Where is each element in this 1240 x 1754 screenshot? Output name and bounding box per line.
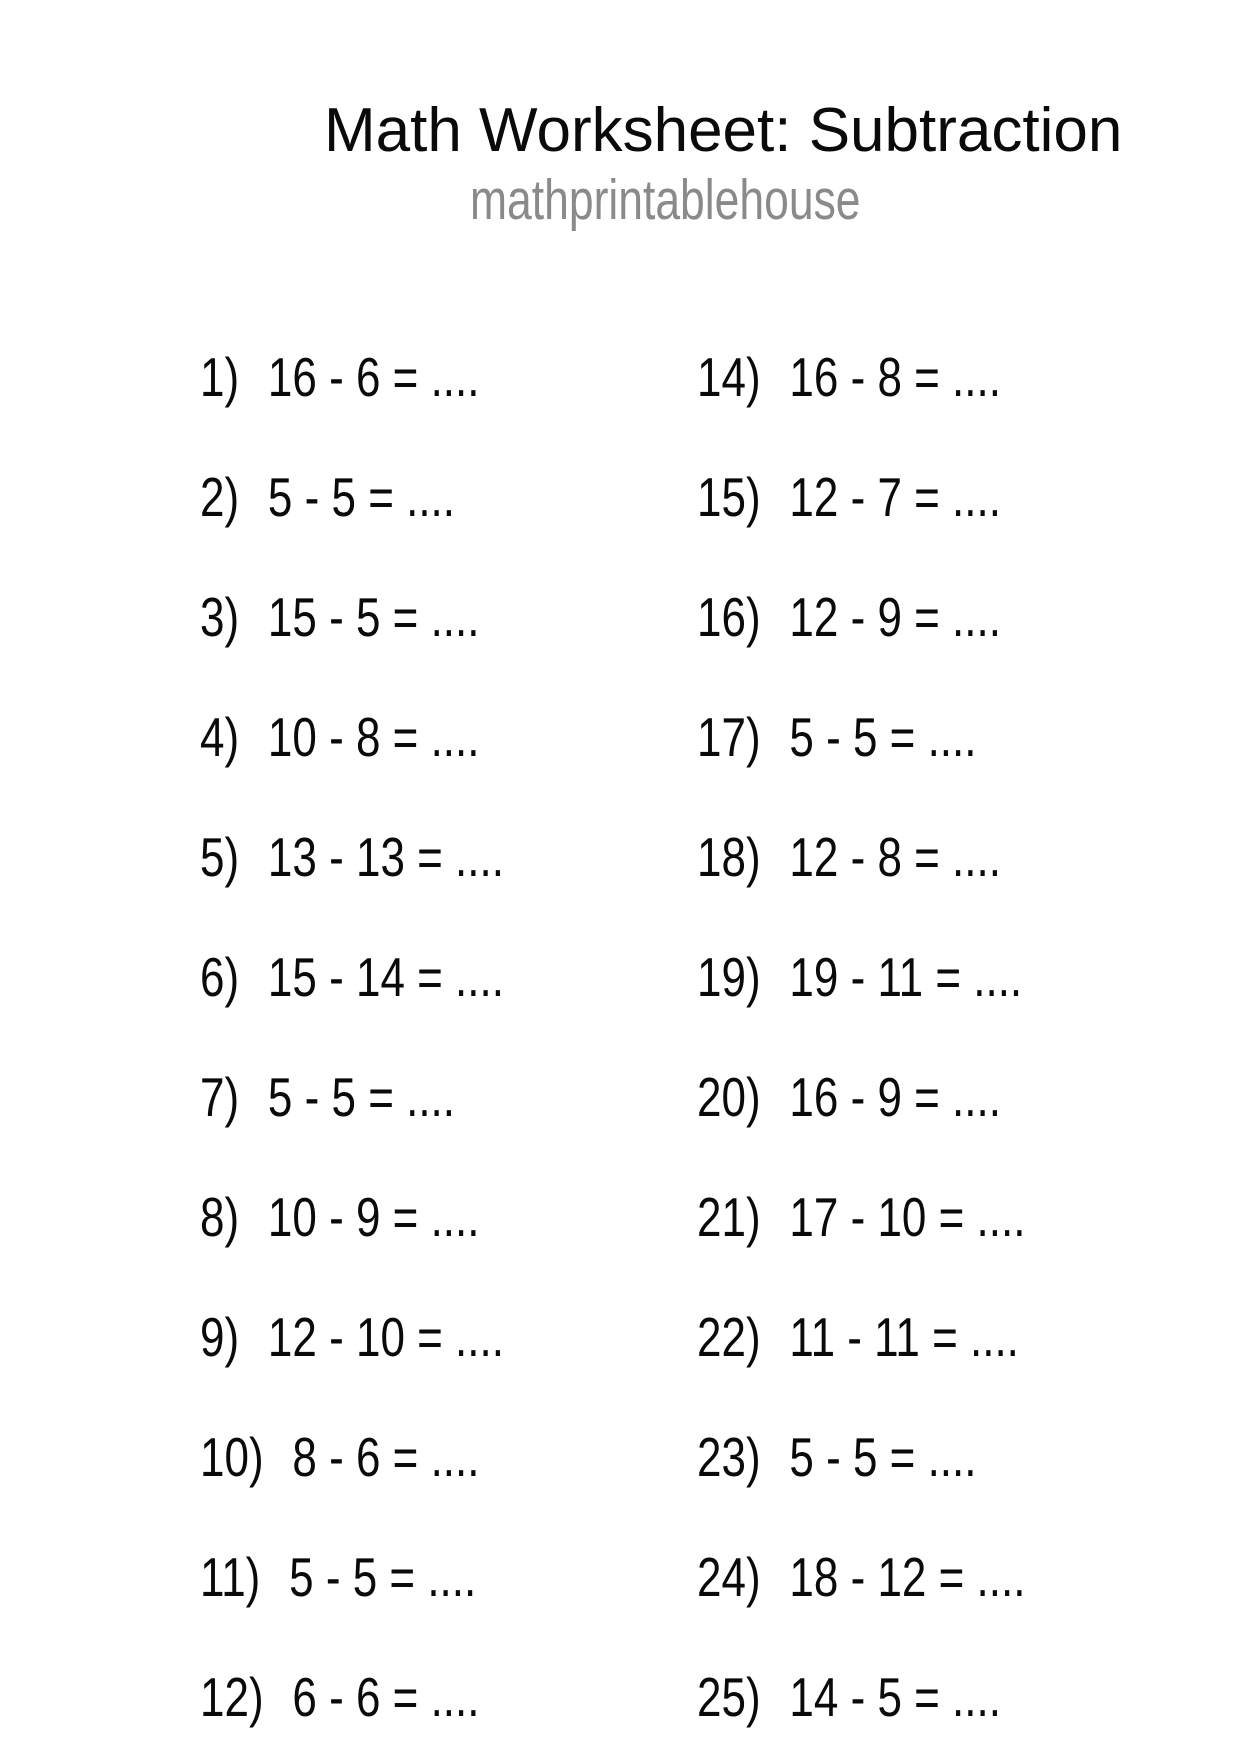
problem-number: 3) (200, 586, 240, 648)
page-subtitle: mathprintablehouse (470, 168, 861, 232)
problem-number: 1) (200, 346, 240, 408)
problem-expression: 16 - 8 = .... (789, 346, 1001, 408)
problem-expression: 11 - 11 = .... (789, 1306, 1019, 1368)
problem-expression: 17 - 10 = .... (789, 1186, 1026, 1248)
problem-row (200, 466, 519, 528)
problem-row (200, 946, 580, 1008)
problem-row (200, 1066, 519, 1128)
problem-expression: 12 - 7 = .... (789, 466, 1001, 528)
problem-row (697, 346, 1077, 408)
problem-expression: 12 - 8 = .... (789, 826, 1001, 888)
problem-expression: 12 - 10 = .... (267, 1306, 504, 1368)
problem-number: 16) (697, 586, 761, 648)
problem-row (697, 466, 1077, 528)
problem-row (697, 1666, 1077, 1728)
problem-number: 18) (697, 826, 761, 888)
problem-number: 15) (697, 466, 761, 528)
problem-row (200, 1306, 580, 1368)
problem-expression: 19 - 11 = .... (789, 946, 1023, 1008)
problem-expression: 5 - 5 = .... (789, 1426, 977, 1488)
problem-row (697, 586, 1077, 648)
problem-row (200, 1426, 549, 1488)
problem-expression: 15 - 14 = .... (267, 946, 504, 1008)
problem-number: 4) (200, 706, 240, 768)
problem-number: 19) (697, 946, 761, 1008)
problem-row (200, 706, 549, 768)
problem-number: 11) (200, 1546, 261, 1608)
problem-number: 7) (200, 1066, 240, 1128)
problem-number: 10) (200, 1426, 264, 1488)
problem-expression: 15 - 5 = .... (267, 586, 480, 648)
problem-number: 23) (697, 1426, 761, 1488)
problem-number: 12) (200, 1666, 264, 1728)
problem-expression: 5 - 5 = .... (267, 1066, 456, 1128)
problem-expression: 13 - 13 = .... (267, 826, 504, 888)
problem-row (697, 706, 1046, 768)
problem-row (697, 1066, 1077, 1128)
problem-row (200, 586, 549, 648)
problem-row (200, 1666, 549, 1728)
problem-expression: 10 - 9 = .... (267, 1186, 480, 1248)
problem-expression: 6 - 6 = .... (292, 1666, 480, 1728)
problem-expression: 18 - 12 = .... (789, 1546, 1026, 1608)
problem-row (200, 346, 549, 408)
problem-row (200, 826, 580, 888)
problem-expression: 5 - 5 = .... (289, 1546, 477, 1608)
problem-expression: 14 - 5 = .... (789, 1666, 1001, 1728)
problem-number: 24) (697, 1546, 761, 1608)
problem-expression: 16 - 6 = .... (267, 346, 480, 408)
problem-number: 14) (697, 346, 761, 408)
problem-number: 20) (697, 1066, 761, 1128)
problem-expression: 12 - 9 = .... (789, 586, 1001, 648)
problem-row (200, 1546, 545, 1608)
problem-row (200, 1186, 549, 1248)
problem-number: 22) (697, 1306, 761, 1368)
problem-row (697, 1426, 1046, 1488)
problem-number: 6) (200, 946, 240, 1008)
problem-number: 17) (697, 706, 761, 768)
page-title: Math Worksheet: Subtraction (324, 96, 1123, 165)
problem-expression: 8 - 6 = .... (292, 1426, 480, 1488)
problem-number: 2) (200, 466, 240, 528)
problem-number: 9) (200, 1306, 240, 1368)
problem-row (697, 826, 1077, 888)
problem-expression: 10 - 8 = .... (267, 706, 480, 768)
problem-row (697, 1546, 1108, 1608)
problem-expression: 5 - 5 = .... (789, 706, 977, 768)
problem-number: 8) (200, 1186, 240, 1248)
problem-number: 21) (697, 1186, 761, 1248)
problem-expression: 16 - 9 = .... (789, 1066, 1001, 1128)
problem-row (697, 1306, 1099, 1368)
problem-number: 5) (200, 826, 240, 888)
problem-row (697, 946, 1103, 1008)
problem-row (697, 1186, 1108, 1248)
problem-expression: 5 - 5 = .... (267, 466, 456, 528)
problem-number: 25) (697, 1666, 761, 1728)
